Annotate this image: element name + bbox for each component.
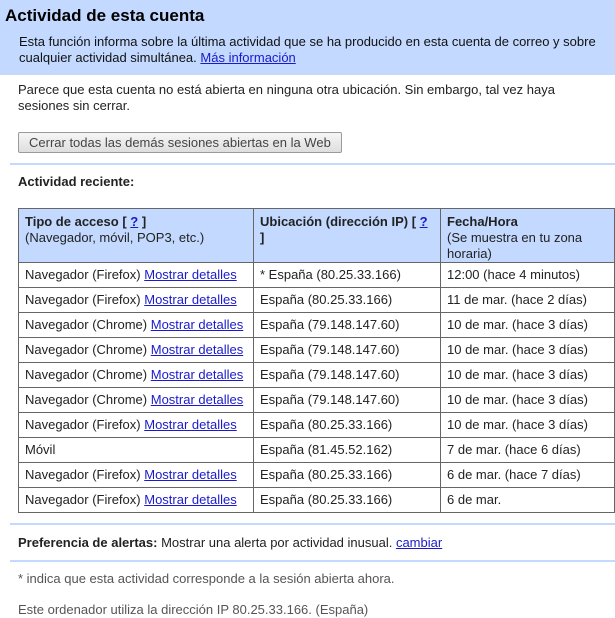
- col-datetime-header: [441, 209, 615, 263]
- show-details-link[interactable]: Mostrar detalles: [150, 317, 244, 332]
- datetime-cell: 10 de mar. (hace 3 días): [441, 338, 615, 363]
- location-cell: España (80.25.33.166): [254, 288, 441, 313]
- access-cell: [19, 263, 254, 288]
- location-cell: * España (80.25.33.166): [254, 263, 441, 288]
- change-alert-link[interactable]: cambiar: [395, 535, 443, 550]
- access-type: Navegador (Firefox): [25, 492, 141, 507]
- more-info-link[interactable]: Más información: [200, 50, 296, 65]
- table-row: [19, 263, 615, 288]
- access-cell: [19, 388, 254, 413]
- access-type: Navegador (Firefox): [25, 417, 141, 432]
- access-cell: [19, 338, 254, 363]
- divider: [10, 560, 615, 562]
- divider: [10, 163, 615, 165]
- activity-table: [18, 208, 615, 513]
- alert-preference: [18, 535, 597, 551]
- show-details-link[interactable]: Mostrar detalles: [144, 467, 237, 482]
- ip-address-note: Este ordenador utiliza la dirección IP 80.25.33.166. (España): [18, 602, 369, 617]
- table-row: [19, 338, 615, 363]
- show-details-link[interactable]: Mostrar detalles: [144, 492, 237, 507]
- table-row: [19, 313, 615, 338]
- location-cell: España (81.45.52.162): [254, 438, 441, 463]
- access-type: Navegador (Chrome): [25, 317, 148, 332]
- datetime-cell: 10 de mar. (hace 3 días): [441, 413, 615, 438]
- access-cell: [19, 363, 254, 388]
- location-cell: España (80.25.33.166): [254, 413, 441, 438]
- page-title: Actividad de esta cuenta: [5, 6, 205, 25]
- datetime-cell: 10 de mar. (hace 3 días): [441, 388, 615, 413]
- location-cell: España (80.25.33.166): [254, 488, 441, 513]
- table-row: [19, 388, 615, 413]
- description-text: Esta función informa sobre la última actividad que se ha producido en esta cuenta de correo y sobre cualquier actividad simultánea.: [19, 34, 596, 65]
- show-details-link[interactable]: Mostrar detalles: [144, 292, 237, 307]
- show-details-link[interactable]: Mostrar detalles: [144, 417, 237, 432]
- col-datetime-sub: (Se muestra en tu zona horaria): [447, 230, 583, 261]
- location-cell: España (79.148.147.60): [254, 388, 441, 413]
- table-row: [19, 488, 615, 513]
- access-type: Navegador (Chrome): [25, 392, 148, 407]
- location-cell: España (79.148.147.60): [254, 338, 441, 363]
- datetime-cell: 6 de mar. (hace 7 días): [441, 463, 615, 488]
- alert-preference-value: Mostrar una alerta por actividad inusual.: [161, 535, 393, 550]
- access-type: Navegador (Firefox): [25, 267, 141, 282]
- recent-activity-title: Actividad reciente:: [18, 174, 135, 189]
- location-cell: España (79.148.147.60): [254, 313, 441, 338]
- table-row: [19, 288, 615, 313]
- table-row: [19, 463, 615, 488]
- access-type: Móvil: [25, 442, 56, 457]
- show-details-link[interactable]: Mostrar detalles: [144, 267, 237, 282]
- col-access-sub: (Navegador, móvil, POP3, etc.): [25, 230, 205, 245]
- access-cell: [19, 438, 254, 463]
- location-help-link[interactable]: ?: [419, 214, 428, 229]
- header-description: [5, 34, 597, 66]
- datetime-cell: 12:00 (hace 4 minutos): [441, 263, 615, 288]
- table-row: [19, 413, 615, 438]
- access-type: Navegador (Chrome): [25, 342, 148, 357]
- col-datetime-label: Fecha/Hora: [447, 214, 518, 229]
- location-cell: España (79.148.147.60): [254, 363, 441, 388]
- session-notice: Parece que esta cuenta no está abierta en ninguna otra ubicación. Sin embargo, tal vez haya sesiones sin cerrar.: [18, 82, 555, 113]
- table-row: [19, 438, 615, 463]
- sign-out-other-sessions-button[interactable]: Cerrar todas las demás sesiones abiertas en la Web: [18, 132, 342, 153]
- access-help-link[interactable]: ?: [130, 214, 139, 229]
- col-access-label: Tipo de acceso: [25, 214, 119, 229]
- divider: [10, 523, 615, 525]
- access-cell: [19, 463, 254, 488]
- datetime-cell: 10 de mar. (hace 3 días): [441, 363, 615, 388]
- access-cell: [19, 313, 254, 338]
- col-location-header: Ubicación (dirección IP) [ ? ]: [254, 209, 441, 263]
- col-location-label: Ubicación (dirección IP): [260, 214, 409, 229]
- access-cell: [19, 288, 254, 313]
- access-type: Navegador (Chrome): [25, 367, 148, 382]
- datetime-cell: 6 de mar.: [441, 488, 615, 513]
- access-type: Navegador (Firefox): [25, 467, 141, 482]
- access-cell: [19, 488, 254, 513]
- show-details-link[interactable]: Mostrar detalles: [150, 367, 244, 382]
- page-header: [0, 0, 615, 75]
- datetime-cell: 7 de mar. (hace 6 días): [441, 438, 615, 463]
- current-session-footnote: * indica que esta actividad corresponde a la sesión abierta ahora.: [18, 571, 395, 586]
- access-type: Navegador (Firefox): [25, 292, 141, 307]
- show-details-link[interactable]: Mostrar detalles: [150, 392, 244, 407]
- show-details-link[interactable]: Mostrar detalles: [150, 342, 244, 357]
- alert-preference-label: Preferencia de alertas:: [18, 535, 158, 550]
- location-cell: España (80.25.33.166): [254, 463, 441, 488]
- datetime-cell: 10 de mar. (hace 3 días): [441, 313, 615, 338]
- access-cell: [19, 413, 254, 438]
- table-header-row: [19, 209, 615, 263]
- datetime-cell: 11 de mar. (hace 2 días): [441, 288, 615, 313]
- table-row: [19, 363, 615, 388]
- col-access-header: Tipo de acceso [ ? ] (Navegador, móvil, POP3, etc.): [19, 209, 254, 263]
